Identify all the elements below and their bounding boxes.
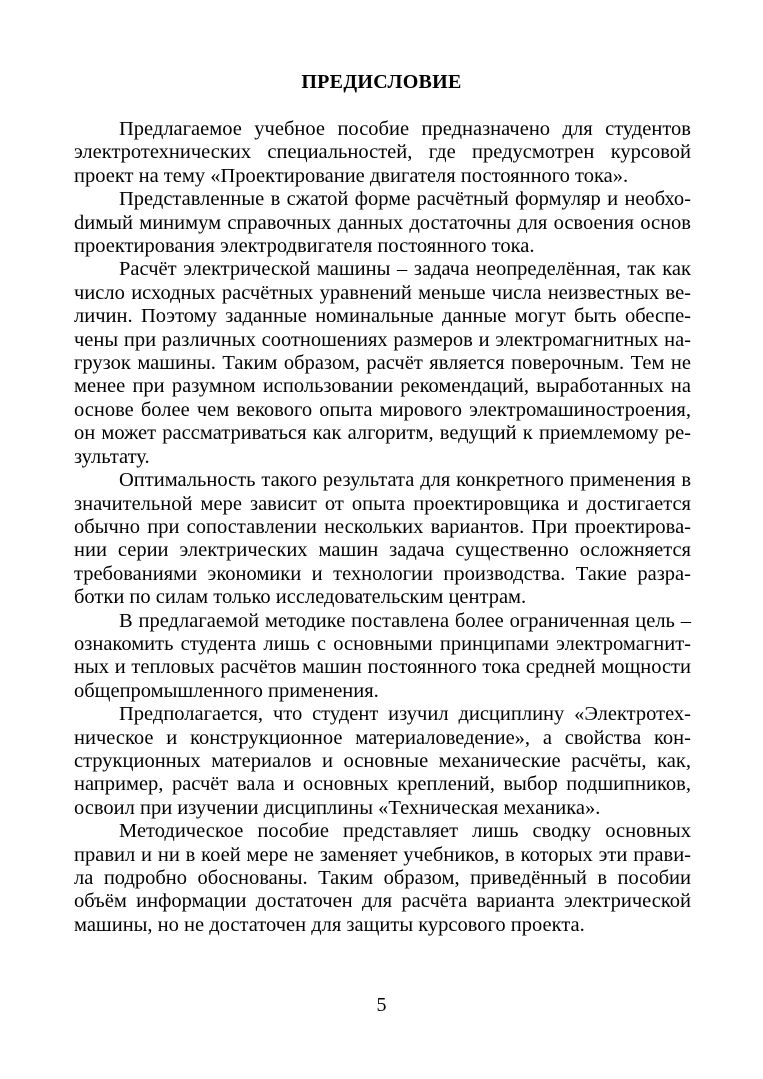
paragraph-2: Представленные в сжатой форме расчётный формуляр и необхоdимый минимум справочных данных достаточны для освоения основ проектирования электродвигателя постоянного тока.: [74, 188, 691, 258]
paragraph-1: Предлагаемое учебное пособие предназначено для студентов электротехнических специальностей, где предусмотрен курсовой проект на тему «Проектирование двигателя постоянного тока».: [74, 118, 691, 187]
page-number: 5: [376, 994, 387, 1016]
paragraph-6: Предполагается, что студент изучил дисциплину «Электротехническое и конструкционное материаловедение», а свойства конструкционных материалов и основные механические расчёты, как, например, расчёт вала и основных креплений, выбор подшипников, освоил при изучении дисциплины «Техническая механика».: [74, 703, 691, 819]
body-text: [74, 118, 691, 937]
paragraph-3: Расчёт электрической машины – задача неопределённая, так как число исходных расчётных уравнений меньше числа неизвестных величин. Поэтому заданные номинальные данные могут быть обеспечены при различных соотношениях размеров и электромагнитных нагрузок машины. Таким образом, расчёт является поверочным. Тем не менее при разумном использовании рекомендаций, выработанных на основе более чем векового опыта мирового электромашиностроения, он может рассматриваться как алгоритм, ведущий к приемлемому результату.: [74, 258, 691, 468]
page-title: ПРЕДИСЛОВИЕ: [301, 71, 462, 93]
paragraph-5: В предлагаемой методике поставлена более ограниченная цель – ознакомить студента лишь с основными принципами электромагнитных и тепловых расчётов машин постоянного тока средней мощности общепромышленного применения.: [74, 609, 691, 702]
paragraph-7: Методическое пособие представляет лишь сводку основных правил и ни в коей мере не заменяет учебников, в которых эти правила подробно обоснованы. Таким образом, приведённый в пособии объём информации достаточен для расчёта варианта электрической машины, но не достаточен для защиты курсового проекта.: [74, 820, 691, 936]
paragraph-4: Оптимальность такого результата для конкретного применения в значительной мере зависит от опыта проектировщика и достигается обычно при сопоставлении нескольких вариантов. При проектировании серии электрических машин задача существенно осложняется требованиями экономики и технологии производства. Такие разработки по силам только исследовательским центрам.: [74, 469, 691, 609]
